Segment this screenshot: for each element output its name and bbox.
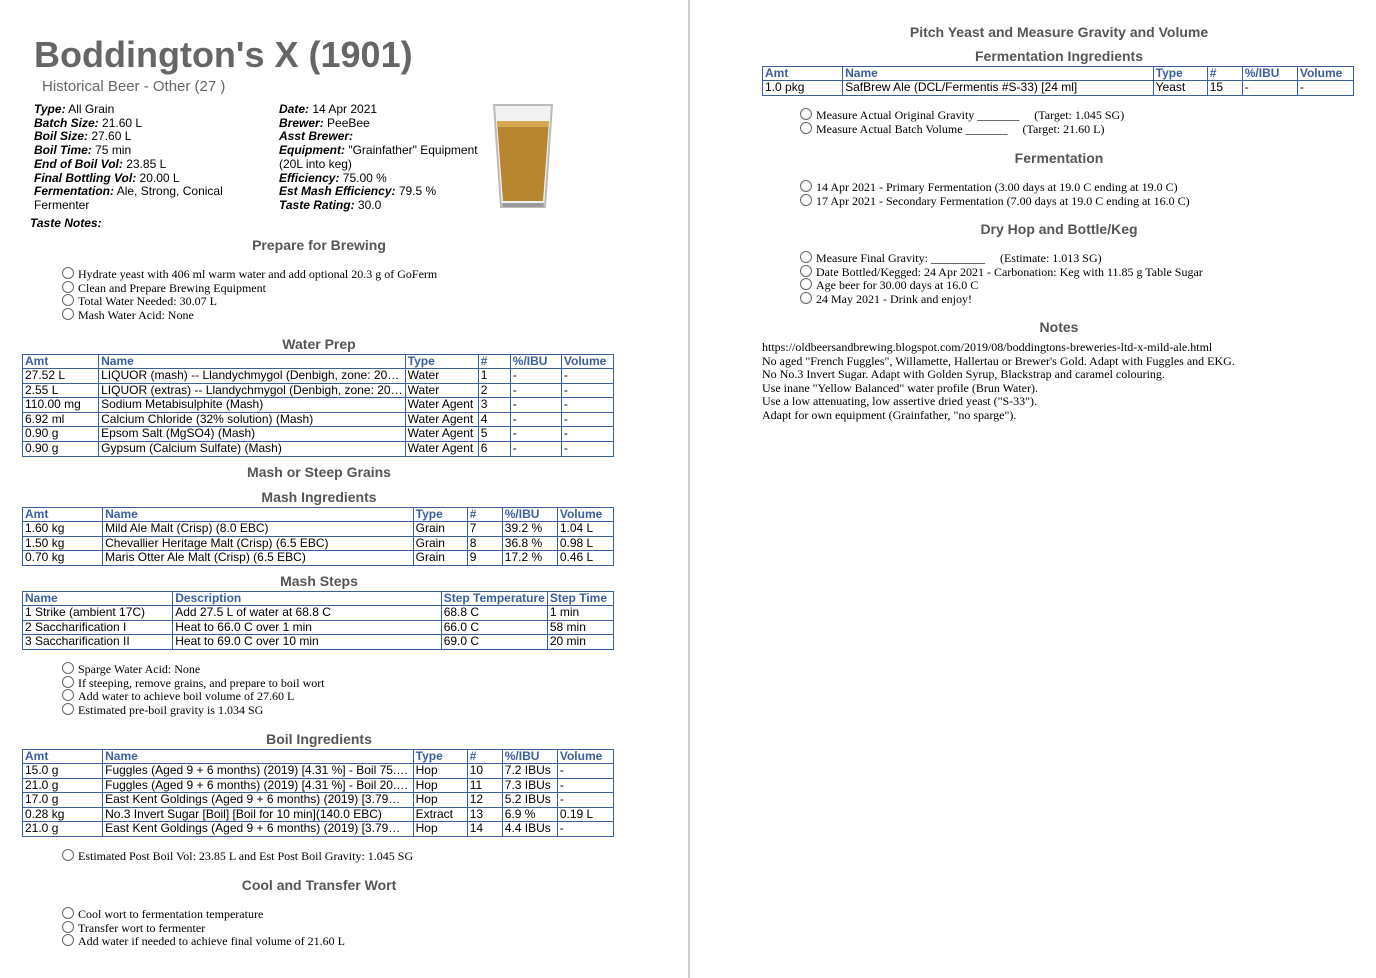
info-row bbox=[279, 172, 489, 186]
info-row bbox=[34, 103, 264, 117]
table-cell: 1 bbox=[478, 369, 510, 384]
table-cell: Grain bbox=[413, 551, 467, 566]
table-cell: Heat to 69.0 C over 10 min bbox=[173, 635, 441, 650]
table-cell: Extract bbox=[413, 807, 467, 822]
info-label: Boil Size: bbox=[34, 129, 89, 144]
cool-steps bbox=[62, 907, 345, 948]
table-row bbox=[763, 81, 1354, 96]
step-text: Estimated Post Boil Vol: 23.85 L and Est Post Boil Gravity: 1.045 SG bbox=[78, 849, 414, 863]
water-table bbox=[22, 354, 614, 457]
table-header-row bbox=[763, 67, 1354, 81]
step-item bbox=[62, 676, 325, 690]
column-header: Type bbox=[405, 355, 478, 369]
table-row bbox=[23, 778, 614, 793]
table-cell: 15 bbox=[1207, 81, 1242, 96]
step-item bbox=[62, 934, 345, 948]
step-text: Add water if needed to achieve final volume of 21.60 L bbox=[78, 934, 345, 949]
note-line: No aged "French Fuggles", Willamette, Hallertau or Brewer's Gold. Adapt with Fuggles and EKG. bbox=[762, 353, 1235, 368]
table-cell: 27.52 L bbox=[23, 369, 99, 384]
notes-body bbox=[762, 341, 1235, 423]
table-cell: 21.0 g bbox=[23, 822, 103, 837]
fermentation-heading: Fermentation bbox=[1014, 150, 1104, 166]
column-header: Amt bbox=[23, 750, 103, 764]
step-checkbox[interactable] bbox=[800, 292, 812, 304]
table-row bbox=[23, 551, 614, 566]
info-row bbox=[279, 103, 489, 117]
info-value: 79.5 % bbox=[395, 184, 437, 199]
table-cell: 110.00 mg bbox=[23, 398, 99, 413]
step-item bbox=[62, 921, 345, 935]
mash-after-steps bbox=[62, 662, 325, 716]
table-cell: 21.0 g bbox=[23, 778, 103, 793]
info-row bbox=[34, 130, 264, 144]
column-header: # bbox=[467, 508, 502, 522]
step-item bbox=[62, 294, 437, 308]
table-cell: - bbox=[557, 793, 613, 808]
info-value: 20.00 L bbox=[136, 170, 180, 185]
pitch-heading: Pitch Yeast and Measure Gravity and Volume bbox=[909, 24, 1209, 40]
step-text: Date Bottled/Kegged: 24 Apr 2021 - Carbonation: Keg with 11.85 g Table Sugar bbox=[816, 264, 1203, 279]
column-header: Amt bbox=[23, 508, 103, 522]
table-cell: Water Agent bbox=[405, 441, 478, 456]
recipe-info-right bbox=[279, 103, 489, 213]
info-label: Type: bbox=[34, 102, 66, 116]
table-cell: Hop bbox=[413, 764, 467, 779]
table-cell: 2 bbox=[478, 383, 510, 398]
table-cell: Grain bbox=[413, 536, 467, 551]
step-item bbox=[62, 281, 437, 295]
table-cell: - bbox=[510, 412, 561, 427]
mash-steps-heading: Mash Steps bbox=[280, 573, 358, 589]
column-header: Volume bbox=[557, 750, 613, 764]
table-cell: East Kent Goldings (Aged 9 + 6 months) (2019) [3.79… bbox=[103, 822, 414, 837]
column-header: Name bbox=[99, 355, 406, 369]
step-text: Clean and Prepare Brewing Equipment bbox=[78, 280, 266, 295]
step-text: Cool wort to fermentation temperature bbox=[78, 907, 264, 921]
table-row bbox=[23, 412, 614, 427]
table-row bbox=[23, 441, 614, 456]
table-cell: - bbox=[557, 822, 613, 837]
step-text: 17 Apr 2021 - Secondary Fermentation (7.00 days at 19.0 C ending at 16.0 C) bbox=[816, 193, 1190, 208]
taste-notes-label: Taste Notes: bbox=[30, 216, 102, 230]
table-cell: 58 min bbox=[547, 620, 613, 635]
column-header: Volume bbox=[1297, 67, 1353, 81]
table-cell: 6.92 ml bbox=[23, 412, 99, 427]
step-checkbox[interactable] bbox=[800, 251, 812, 263]
table-cell: - bbox=[561, 369, 613, 384]
info-label: Fermentation: bbox=[34, 184, 115, 199]
table-row bbox=[23, 369, 614, 384]
prepare-heading: Prepare for Brewing bbox=[252, 237, 386, 253]
step-checkbox[interactable] bbox=[62, 308, 74, 320]
step-checkbox[interactable] bbox=[62, 907, 74, 919]
table-cell: 1.50 kg bbox=[23, 536, 103, 551]
step-text: Sparge Water Acid: None bbox=[78, 662, 201, 676]
column-header: Name bbox=[23, 592, 173, 606]
step-item bbox=[62, 308, 437, 322]
column-header: # bbox=[467, 750, 502, 764]
table-cell: Grain bbox=[413, 522, 467, 537]
table-cell: - bbox=[510, 369, 561, 384]
mash-heading: Mash or Steep Grains bbox=[247, 464, 391, 480]
step-text: 14 Apr 2021 - Primary Fermentation (3.00 days at 19.0 C ending at 19.0 C) bbox=[816, 180, 1178, 194]
step-text: Estimated pre-boil gravity is 1.034 SG bbox=[78, 702, 264, 717]
column-header: Type bbox=[1153, 67, 1207, 81]
info-value: 27.60 L bbox=[88, 129, 132, 144]
table-cell: Mild Ale Malt (Crisp) (8.0 EBC) bbox=[103, 522, 414, 537]
mash-table bbox=[22, 507, 614, 566]
step-item bbox=[62, 907, 345, 921]
table-cell: 0.46 L bbox=[557, 551, 613, 566]
table-cell: 1.0 pkg bbox=[763, 81, 843, 96]
table-cell: 6 bbox=[478, 441, 510, 456]
step-checkbox[interactable] bbox=[800, 108, 812, 120]
table-cell: Water Agent bbox=[405, 398, 478, 413]
step-item bbox=[62, 703, 325, 717]
fermentation-steps bbox=[800, 180, 1190, 207]
step-checkbox[interactable] bbox=[800, 180, 812, 192]
table-cell: - bbox=[561, 412, 613, 427]
table-cell: - bbox=[1242, 81, 1297, 96]
info-row bbox=[34, 117, 264, 131]
table-cell: Fuggles (Aged 9 + 6 months) (2019) [4.31 %] - Boil 75.… bbox=[103, 764, 414, 779]
step-checkbox[interactable] bbox=[800, 278, 812, 290]
table-cell: - bbox=[510, 441, 561, 456]
table-cell: - bbox=[1297, 81, 1353, 96]
yeast-table bbox=[762, 66, 1354, 96]
step-text: Mash Water Acid: None bbox=[78, 307, 194, 322]
table-cell: - bbox=[561, 398, 613, 413]
table-cell: - bbox=[510, 383, 561, 398]
table-cell: 11 bbox=[467, 778, 502, 793]
info-value: 75 min bbox=[91, 143, 132, 158]
table-row bbox=[23, 522, 614, 537]
table-header-row bbox=[23, 355, 614, 369]
table-cell: Hop bbox=[413, 822, 467, 837]
step-text: Measure Actual Original Gravity _______ (Target: 1.045 SG) bbox=[816, 108, 1125, 122]
column-header: Step Time bbox=[547, 592, 613, 606]
table-cell: 9 bbox=[467, 551, 502, 566]
table-cell: Chevallier Heritage Malt (Crisp) (6.5 EBC) bbox=[103, 536, 414, 551]
table-cell: Water Agent bbox=[405, 412, 478, 427]
step-text: 24 May 2021 - Drink and enjoy! bbox=[816, 291, 972, 306]
info-row bbox=[279, 185, 489, 199]
step-text: Transfer wort to fermenter bbox=[78, 920, 206, 935]
step-checkbox[interactable] bbox=[800, 194, 812, 206]
table-cell: 1.04 L bbox=[557, 522, 613, 537]
info-value: 30.0 bbox=[354, 197, 382, 212]
note-line: Adapt for own equipment (Grainfather, "no sparge"). bbox=[762, 407, 1017, 422]
table-cell: 0.70 kg bbox=[23, 551, 103, 566]
info-label: Taste Rating: bbox=[279, 197, 355, 212]
table-row bbox=[23, 398, 614, 413]
notes-heading: Notes bbox=[1039, 319, 1079, 335]
info-label: Batch Size: bbox=[34, 115, 99, 130]
table-cell: Hop bbox=[413, 793, 467, 808]
table-cell: - bbox=[561, 441, 613, 456]
step-item bbox=[62, 267, 437, 281]
table-cell: 0.90 g bbox=[23, 441, 99, 456]
table-cell: 66.0 C bbox=[441, 620, 547, 635]
step-item bbox=[800, 251, 1203, 265]
table-cell: SafBrew Ale (DCL/Fermentis #S-33) [24 ml] bbox=[843, 81, 1154, 96]
step-item bbox=[800, 180, 1190, 194]
table-cell: - bbox=[561, 383, 613, 398]
table-cell: - bbox=[510, 427, 561, 442]
step-checkbox[interactable] bbox=[62, 703, 74, 715]
table-cell: 13 bbox=[467, 807, 502, 822]
column-header: # bbox=[1207, 67, 1242, 81]
table-cell: 2 Saccharification I bbox=[23, 620, 173, 635]
note-line: No No.3 Invert Sugar. Adapt with Golden Syrup, Blackstrap and caramel colouring. bbox=[762, 367, 1165, 382]
table-cell: 1 min bbox=[547, 606, 613, 621]
step-checkbox[interactable] bbox=[800, 122, 812, 134]
boil-after-steps bbox=[62, 849, 413, 863]
step-checkbox[interactable] bbox=[62, 676, 74, 688]
step-text: Measure Final Gravity: _________ (Estimate: 1.013 SG) bbox=[816, 251, 1102, 265]
table-cell: 5 bbox=[478, 427, 510, 442]
column-header: %/IBU bbox=[502, 750, 557, 764]
table-row bbox=[23, 383, 614, 398]
table-row bbox=[23, 606, 614, 621]
table-cell: 0.98 L bbox=[557, 536, 613, 551]
table-cell: 14 bbox=[467, 822, 502, 837]
table-cell: 7.2 IBUs bbox=[502, 764, 557, 779]
table-cell: Add 27.5 L of water at 68.8 C bbox=[173, 606, 441, 621]
table-row bbox=[23, 807, 614, 822]
info-value: "Grainfather" Equipment (20L into keg) bbox=[279, 143, 478, 171]
step-text: Add water to achieve boil volume of 27.60 L bbox=[78, 689, 295, 704]
info-value: Ale, Strong, Conical Fermenter bbox=[34, 184, 223, 212]
table-cell: Calcium Chloride (32% solution) (Mash) bbox=[99, 412, 406, 427]
step-checkbox[interactable] bbox=[62, 921, 74, 933]
table-cell: 2.55 L bbox=[23, 383, 99, 398]
step-checkbox[interactable] bbox=[62, 281, 74, 293]
step-item bbox=[800, 122, 1124, 136]
water-prep-heading: Water Prep bbox=[282, 336, 356, 352]
info-value: 75.00 % bbox=[339, 170, 387, 185]
table-cell: 20 min bbox=[547, 635, 613, 650]
table-cell: 17.2 % bbox=[502, 551, 557, 566]
info-row bbox=[34, 172, 264, 186]
table-cell: 69.0 C bbox=[441, 635, 547, 650]
info-value: 14 Apr 2021 bbox=[309, 102, 378, 116]
table-cell: - bbox=[557, 778, 613, 793]
step-item bbox=[62, 849, 413, 863]
cool-heading: Cool and Transfer Wort bbox=[241, 877, 397, 893]
table-cell: LIQUOR (extras) -- Llandychmygol (Denbigh, zone: 20… bbox=[99, 383, 406, 398]
mash-steps-table bbox=[22, 591, 614, 650]
step-checkbox[interactable] bbox=[62, 267, 74, 279]
table-cell: 1 Strike (ambient 17C) bbox=[23, 606, 173, 621]
note-line: Use a low attenuating, low assertive dried yeast ("S-33"). bbox=[762, 394, 1038, 409]
step-item bbox=[800, 292, 1203, 306]
table-cell: 8 bbox=[467, 536, 502, 551]
fermentation-ingredients-heading: Fermentation Ingredients bbox=[974, 48, 1144, 64]
prepare-steps bbox=[62, 267, 437, 321]
step-text: Measure Actual Batch Volume _______ (Target: 21.60 L) bbox=[816, 121, 1105, 136]
step-item bbox=[62, 662, 325, 676]
table-cell: 0.90 g bbox=[23, 427, 99, 442]
table-cell: Hop bbox=[413, 778, 467, 793]
table-cell: Fuggles (Aged 9 + 6 months) (2019) [4.31 %] - Boil 20.… bbox=[103, 778, 414, 793]
table-cell: 1.60 kg bbox=[23, 522, 103, 537]
recipe-info-left bbox=[34, 103, 264, 213]
step-checkbox[interactable] bbox=[62, 849, 74, 861]
info-row bbox=[279, 117, 489, 131]
info-value: 23.85 L bbox=[122, 156, 167, 171]
column-header: %/IBU bbox=[1242, 67, 1297, 81]
info-value: 21.60 L bbox=[98, 115, 143, 130]
info-row bbox=[34, 185, 264, 212]
table-cell: 5.2 IBUs bbox=[502, 793, 557, 808]
table-cell: 68.8 C bbox=[441, 606, 547, 621]
table-cell: 36.8 % bbox=[502, 536, 557, 551]
info-label: Asst Brewer: bbox=[279, 129, 354, 144]
info-row bbox=[34, 158, 264, 172]
step-text: Total Water Needed: 30.07 L bbox=[78, 294, 217, 309]
info-label: Brewer: bbox=[279, 115, 324, 130]
column-header: Name bbox=[103, 508, 414, 522]
step-checkbox[interactable] bbox=[62, 689, 74, 701]
table-cell: Water bbox=[405, 383, 478, 398]
info-label: Efficiency: bbox=[279, 170, 340, 185]
table-cell: - bbox=[561, 427, 613, 442]
column-header: %/IBU bbox=[502, 508, 557, 522]
step-checkbox[interactable] bbox=[62, 294, 74, 306]
table-cell: 3 bbox=[478, 398, 510, 413]
table-row bbox=[23, 427, 614, 442]
table-row bbox=[23, 536, 614, 551]
info-row bbox=[279, 144, 489, 171]
beer-glass-icon bbox=[492, 103, 554, 211]
info-label: End of Boil Vol: bbox=[34, 156, 123, 171]
table-cell: Water Agent bbox=[405, 427, 478, 442]
column-header: Amt bbox=[763, 67, 843, 81]
table-cell: Yeast bbox=[1153, 81, 1207, 96]
step-item bbox=[800, 278, 1203, 292]
table-cell: East Kent Goldings (Aged 9 + 6 months) (2019) [3.79… bbox=[103, 793, 414, 808]
table-cell: 15.0 g bbox=[23, 764, 103, 779]
column-header: Volume bbox=[557, 508, 613, 522]
info-label: Equipment: bbox=[279, 143, 345, 158]
pitch-steps bbox=[800, 108, 1124, 135]
table-cell: 39.2 % bbox=[502, 522, 557, 537]
table-cell: Gypsum (Calcium Sulfate) (Mash) bbox=[99, 441, 406, 456]
mash-ingredients-heading: Mash Ingredients bbox=[261, 489, 377, 505]
info-label: Boil Time: bbox=[34, 143, 92, 158]
table-row bbox=[23, 793, 614, 808]
table-cell: 4 bbox=[478, 412, 510, 427]
column-header: Amt bbox=[23, 355, 99, 369]
recipe-title: Boddington's X (1901) bbox=[34, 34, 413, 75]
step-text: If steeping, remove grains, and prepare to boil wort bbox=[78, 675, 325, 690]
table-header-row bbox=[23, 592, 614, 606]
table-cell: No.3 Invert Sugar [Boil] [Boil for 10 min](140.0 EBC) bbox=[103, 807, 414, 822]
table-row bbox=[23, 635, 614, 650]
table-cell: Maris Otter Ale Malt (Crisp) (6.5 EBC) bbox=[103, 551, 414, 566]
table-cell: Water bbox=[405, 369, 478, 384]
dryhop-steps bbox=[800, 251, 1203, 305]
column-header: Name bbox=[843, 67, 1154, 81]
step-item bbox=[800, 108, 1124, 122]
info-row bbox=[279, 130, 489, 144]
info-label: Final Bottling Vol: bbox=[34, 170, 137, 185]
table-cell: 12 bbox=[467, 793, 502, 808]
table-header-row bbox=[23, 750, 614, 764]
note-line: Use inane "Yellow Balanced" water profile (Brun Water). bbox=[762, 380, 1038, 395]
table-row bbox=[23, 822, 614, 837]
table-cell: - bbox=[510, 398, 561, 413]
table-cell: 0.28 kg bbox=[23, 807, 103, 822]
table-cell: Sodium Metabisulphite (Mash) bbox=[99, 398, 406, 413]
column-header: Name bbox=[103, 750, 414, 764]
boil-heading: Boil Ingredients bbox=[266, 731, 372, 747]
table-cell: - bbox=[557, 764, 613, 779]
note-line: https://oldbeersandbrewing.blogspot.com/2019/08/boddingtons-breweries-ltd-x-mild-ale.html bbox=[762, 340, 1213, 354]
step-checkbox[interactable] bbox=[800, 265, 812, 277]
page-divider bbox=[688, 0, 690, 978]
column-header: Type bbox=[413, 508, 467, 522]
column-header: Volume bbox=[561, 355, 613, 369]
table-cell: 7 bbox=[467, 522, 502, 537]
info-row bbox=[34, 144, 264, 158]
table-cell: LIQUOR (mash) -- Llandychmygol (Denbigh, zone: 20… bbox=[99, 369, 406, 384]
column-header: Type bbox=[413, 750, 467, 764]
column-header: # bbox=[478, 355, 510, 369]
column-header: %/IBU bbox=[510, 355, 561, 369]
table-cell: 0.19 L bbox=[557, 807, 613, 822]
table-cell: 3 Saccharification II bbox=[23, 635, 173, 650]
info-value: PeeBee bbox=[323, 115, 370, 130]
info-label: Est Mash Efficiency: bbox=[279, 184, 396, 199]
table-cell: 7.3 IBUs bbox=[502, 778, 557, 793]
table-row bbox=[23, 764, 614, 779]
info-value: All Grain bbox=[65, 102, 115, 116]
info-row bbox=[279, 199, 489, 213]
step-text: Hydrate yeast with 406 ml warm water and add optional 20.3 g of GoFerm bbox=[78, 267, 438, 281]
table-cell: 17.0 g bbox=[23, 793, 103, 808]
step-item bbox=[800, 265, 1203, 279]
step-item bbox=[800, 194, 1190, 208]
table-cell: 10 bbox=[467, 764, 502, 779]
column-header: Description bbox=[173, 592, 441, 606]
dryhop-heading: Dry Hop and Bottle/Keg bbox=[980, 221, 1138, 237]
step-checkbox[interactable] bbox=[62, 662, 74, 674]
column-header: Step Temperature bbox=[441, 592, 547, 606]
boil-table bbox=[22, 749, 614, 837]
info-label: Date: bbox=[279, 102, 310, 116]
table-cell: Heat to 66.0 C over 1 min bbox=[173, 620, 441, 635]
table-cell: Epsom Salt (MgSO4) (Mash) bbox=[99, 427, 406, 442]
table-header-row bbox=[23, 508, 614, 522]
table-row bbox=[23, 620, 614, 635]
recipe-style: Historical Beer - Other (27 ) bbox=[42, 78, 226, 95]
step-checkbox[interactable] bbox=[62, 934, 74, 946]
table-cell: 6.9 % bbox=[502, 807, 557, 822]
step-item bbox=[62, 689, 325, 703]
table-cell: 4.4 IBUs bbox=[502, 822, 557, 837]
step-text: Age beer for 30.00 days at 16.0 C bbox=[816, 278, 979, 293]
